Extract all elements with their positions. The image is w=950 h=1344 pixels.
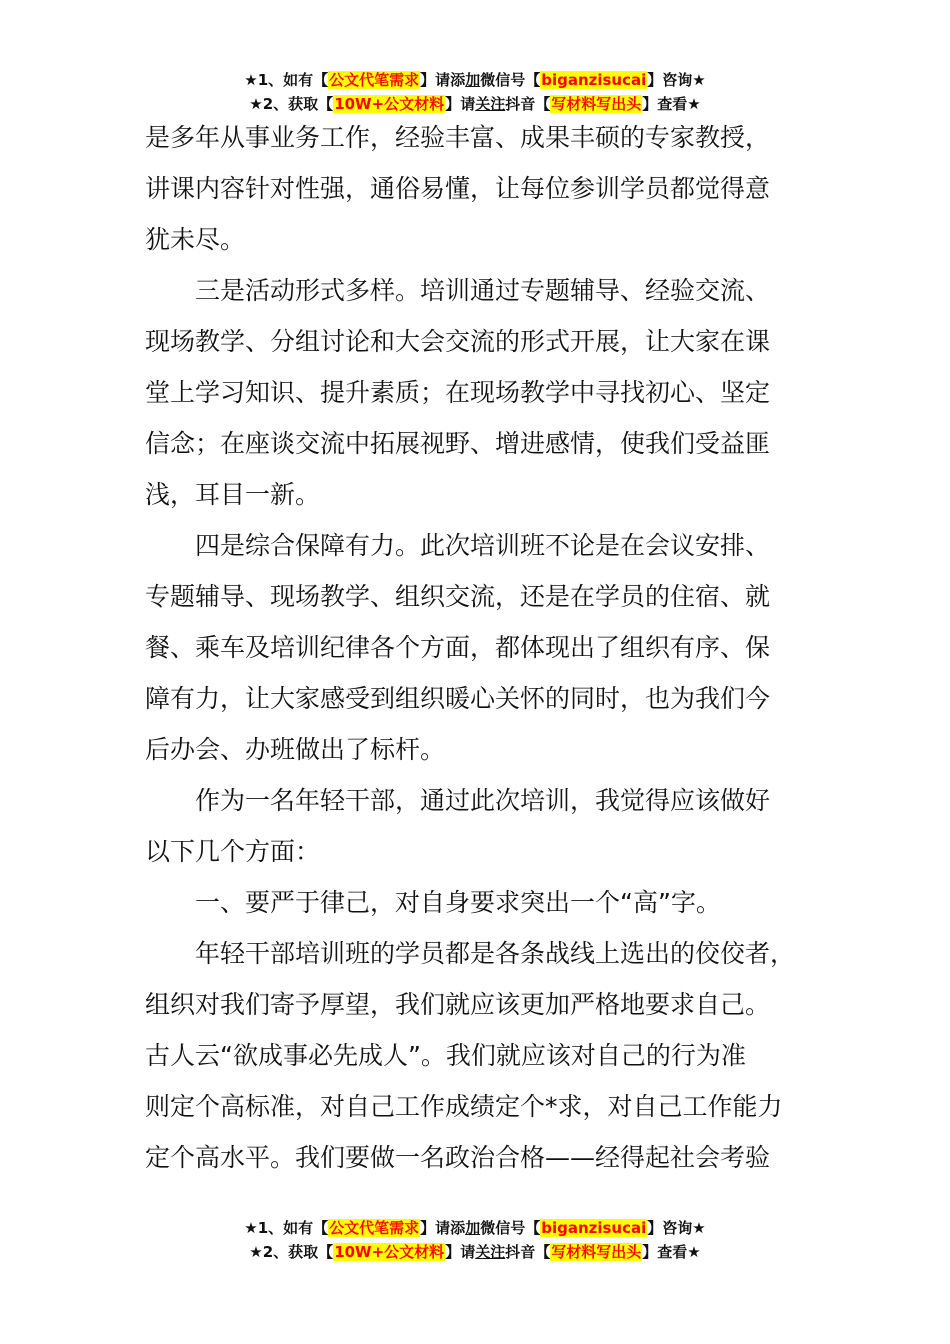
highlight-wechat-id: biganzisucai <box>541 71 647 89</box>
body-line: 作为一名年轻干部，通过此次培训，我觉得应该做好 <box>195 786 771 815</box>
body-line: 以下几个方面： <box>145 837 321 866</box>
body-line: 堂上学习知识、提升素质；在现场教学中寻找初心、坚定 <box>145 378 771 407</box>
document-body <box>145 112 835 1183</box>
body-line: 专题辅导、现场教学、组织交流，还是在学员的住宿、就 <box>145 582 771 611</box>
highlight-wechat-id: biganzisucai <box>541 1219 647 1237</box>
header-banner <box>0 68 950 116</box>
highlight-douyin: 写材料写出头 <box>551 95 642 113</box>
section-heading: 一、要严于律己，对自身要求突出一个“高”字。 <box>195 888 721 917</box>
banner-line-2: ★2、获取【10W+公文材料】请关注抖音【写材料写出头】查看★ <box>249 95 701 113</box>
body-line: 餐、乘车及培训纪律各个方面，都体现出了组织有序、保 <box>145 633 771 662</box>
body-line: 现场教学、分组讨论和大会交流的形式开展，让大家在课 <box>145 327 771 356</box>
body-line: 组织对我们寄予厚望，我们就应该更加严格地要求自己。 <box>145 990 771 1019</box>
body-line: 古人云“欲成事必先成人”。我们就应该对自己的行为准 <box>145 1041 746 1070</box>
body-line: 信念；在座谈交流中拓展视野、增进感情，使我们受益匪 <box>145 429 771 458</box>
body-line: 犹未尽。 <box>145 225 246 254</box>
body-line: 障有力，让大家感受到组织暖心关怀的同时，也为我们今 <box>145 684 771 713</box>
highlight-materials: 10W+公文材料 <box>334 95 445 113</box>
highlight-service: 公文代笔需求 <box>329 1219 420 1237</box>
body-line: 则定个高标准，对自己工作成绩定个*求，对自己工作能力 <box>145 1092 783 1121</box>
body-line: 是多年从事业务工作，经验丰富、成果丰硕的专家教授， <box>145 123 771 152</box>
body-line: 年轻干部培训班的学员都是各条战线上选出的佼佼者， <box>195 939 796 968</box>
highlight-douyin: 写材料写出头 <box>551 1243 642 1261</box>
banner-line-2: ★2、获取【10W+公文材料】请关注抖音【写材料写出头】查看★ <box>249 1243 701 1261</box>
banner-line-1: ★1、如有【公文代笔需求】请添加微信号【biganzisucai】咨询★ <box>244 1219 706 1237</box>
body-line: 讲课内容针对性强，通俗易懂，让每位参训学员都觉得意 <box>145 174 771 203</box>
body-line: 四是综合保障有力。此次培训班不论是在会议安排、 <box>195 531 771 560</box>
footer-banner <box>0 1216 950 1264</box>
banner-line-1: ★1、如有【公文代笔需求】请添加微信号【biganzisucai】咨询★ <box>244 71 706 89</box>
highlight-materials: 10W+公文材料 <box>334 1243 445 1261</box>
body-line: 浅，耳目一新。 <box>145 480 321 509</box>
body-line: 三是活动形式多样。培训通过专题辅导、经验交流、 <box>195 276 771 305</box>
highlight-service: 公文代笔需求 <box>329 71 420 89</box>
body-line: 后办会、办班做出了标杆。 <box>145 735 446 764</box>
body-line: 定个高水平。我们要做一名政治合格——经得起社会考验 <box>145 1143 771 1172</box>
